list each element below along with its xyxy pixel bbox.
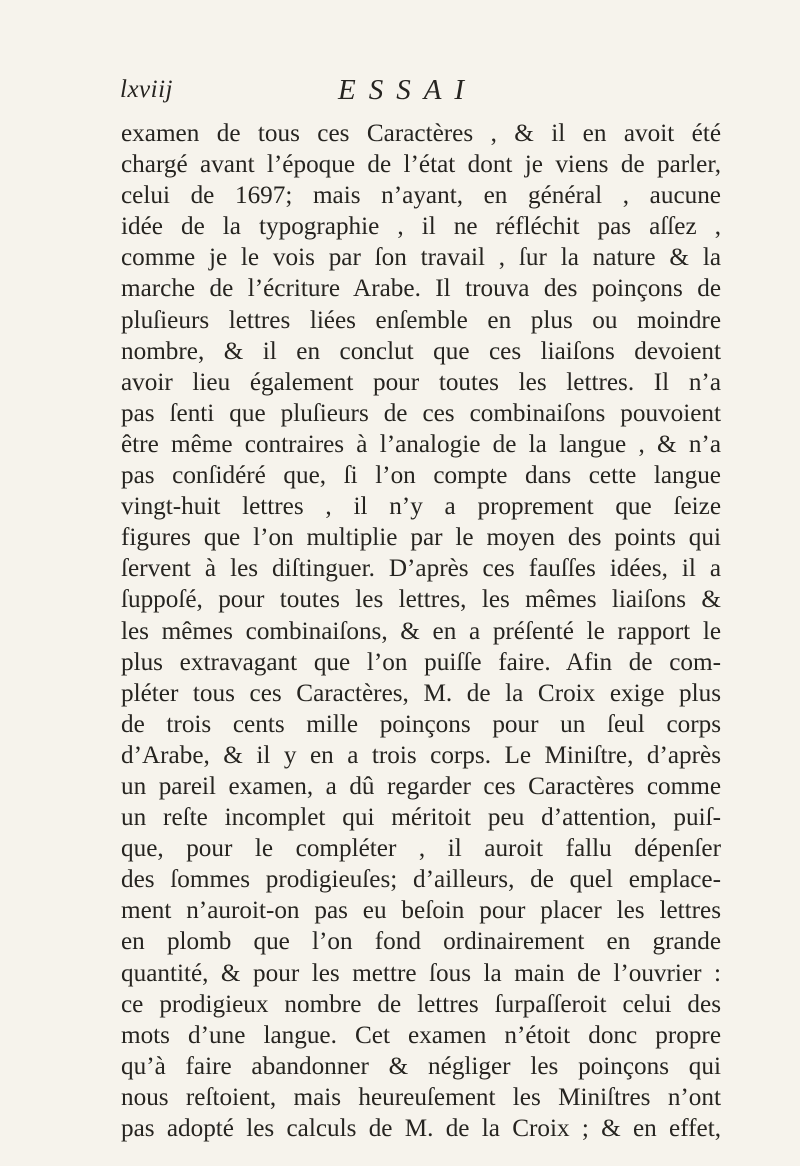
text-line: des ſommes prodigieuſes; d’ailleurs, de quel emplace- xyxy=(121,866,721,894)
text-line: les mêmes combinaiſons, & en a préſenté le rapport le xyxy=(121,617,721,645)
text-line: pluſieurs lettres liées enſemble en plus ou moindre xyxy=(121,306,721,334)
text-line: figures que l’on multiplie par le moyen des points qui xyxy=(121,524,721,552)
text-line: chargé avant l’époque de l’état dont je viens de parler, xyxy=(121,151,721,179)
text-line: pas ſenti que pluſieurs de ces combinaiſons pouvoient xyxy=(121,399,721,427)
text-line: être même contraires à l’analogie de la langue , & n’a xyxy=(121,430,721,458)
text-line: un reſte incomplet qui méritoit peu d’attention, puiſ- xyxy=(121,804,721,832)
text-line: plus extravagant que l’on puiſſe faire. Afin de com- xyxy=(121,648,721,676)
text-line: un pareil examen, a dû regarder ces Caractères comme xyxy=(121,772,721,800)
text-line: qu’à faire abandonner & négliger les poinçons qui xyxy=(121,1052,721,1080)
text-line: pléter tous ces Caractères, M. de la Croix exige plus xyxy=(121,679,721,707)
text-line: ſervent à les diſtinguer. D’après ces fauſſes idées, il a xyxy=(121,555,721,583)
text-line: avoir lieu également pour toutes les lettres. Il n’a xyxy=(121,368,721,396)
text-line: en plomb que l’on fond ordinairement en grande xyxy=(121,928,721,956)
text-line: que, pour le compléter , il auroit fallu dépenſer xyxy=(121,835,721,863)
text-line: nous reſtoient, mais heureuſement les Miniſtres n’ont xyxy=(121,1083,721,1111)
page-number: lxviij xyxy=(120,76,173,103)
text-line: de trois cents mille poinçons pour un ſeul corps xyxy=(121,710,721,738)
body-text xyxy=(121,118,721,1144)
text-line: ſuppoſé, pour toutes les lettres, les mêmes liaiſons & xyxy=(121,586,721,614)
page-header xyxy=(120,76,720,116)
text-line: celui de 1697; mais n’ayant, en général , aucune xyxy=(121,182,721,210)
text-line: comme je le vois par ſon travail , ſur la nature & la xyxy=(121,244,721,272)
text-line: examen de tous ces Caractères , & il en avoit été xyxy=(121,120,721,147)
text-line: ment n’auroit-on pas eu beſoin pour placer les lettres xyxy=(121,897,721,925)
text-line: pas adopté les calculs de M. de la Croix ; & en effet, xyxy=(121,1115,721,1142)
text-line: d’Arabe, & il y en a trois corps. Le Miniſtre, d’après xyxy=(121,741,721,769)
text-line: nombre, & il en conclut que ces liaiſons devoient xyxy=(121,337,721,365)
text-line: mots d’une langue. Cet examen n’étoit donc propre xyxy=(121,1021,721,1049)
text-line: pas conſidéré que, ſi l’on compte dans cette langue xyxy=(121,462,721,490)
text-line: ce prodigieux nombre de lettres ſurpaſſeroit celui des xyxy=(121,990,721,1018)
text-line: quantité, & pour les mettre ſous la main de l’ouvrier : xyxy=(121,959,721,987)
text-line: vingt-huit lettres , il n’y a proprement que ſeize xyxy=(121,493,721,521)
running-title: ESSAI xyxy=(338,74,478,106)
text-line: marche de l’écriture Arabe. Il trouva des poinçons de xyxy=(121,275,721,303)
text-line: idée de la typographie , il ne réfléchit pas aſſez , xyxy=(121,213,721,241)
